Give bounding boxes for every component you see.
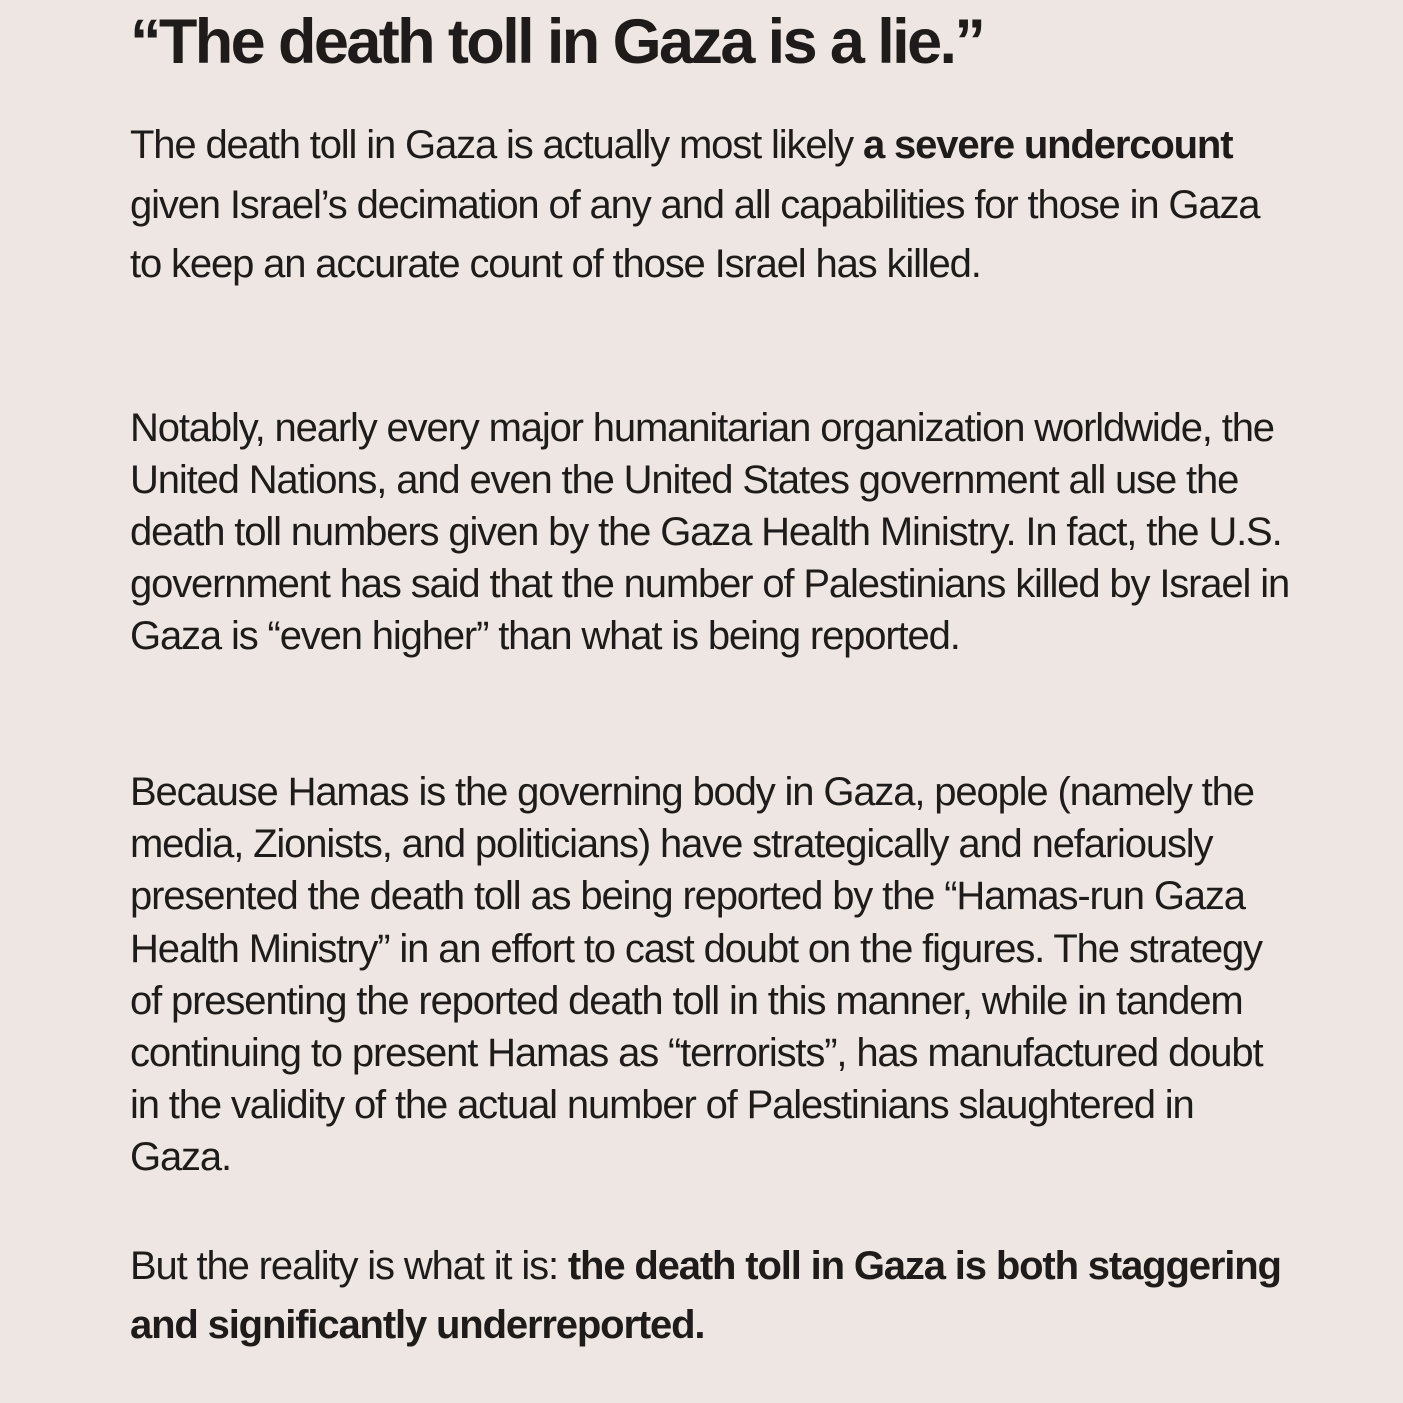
emphasis-text: the death toll in Gaza is both staggering and significantly underreported. <box>130 1244 1281 1347</box>
paragraph-conclusion <box>130 1237 1290 1355</box>
paragraph-text: But the reality is what it is: <box>130 1244 568 1288</box>
paragraph-hamas-framing: Because Hamas is the governing body in Gaza, people (namely the media, Zionists, and politicians) have strategically and nefariously presented the death toll as being reported by the “Hamas-run Gaza Health Ministry” in an effort to cast doubt on the figures. The strategy of presenting the reported death toll in this manner, while in tandem continuing to present Hamas as “terrorists”, has manufactured doubt in the validity of the actual number of Palestinians slaughtered in Gaza. <box>130 770 1263 1180</box>
paragraph-organizations: Notably, nearly every major humanitarian organization worldwide, the United Nations, and even the United States government all use the death toll numbers given by the Gaza Health Ministry. In fact, the U.S. government has said that the number of Palestinians killed by Israel in Gaza is “even higher” than what is being reported. <box>130 406 1290 658</box>
emphasis-text: a severe undercount <box>862 123 1233 167</box>
paragraph-text: given Israel’s decimation of any and all capabilities for those in Gaza to keep an accurate count of those Israel has killed. <box>130 182 1260 286</box>
paragraph-text: The death toll in Gaza is actually most likely <box>130 123 863 167</box>
paragraph-undercount <box>130 116 1290 295</box>
page-title: “The death toll in Gaza is a lie.” <box>130 7 984 77</box>
